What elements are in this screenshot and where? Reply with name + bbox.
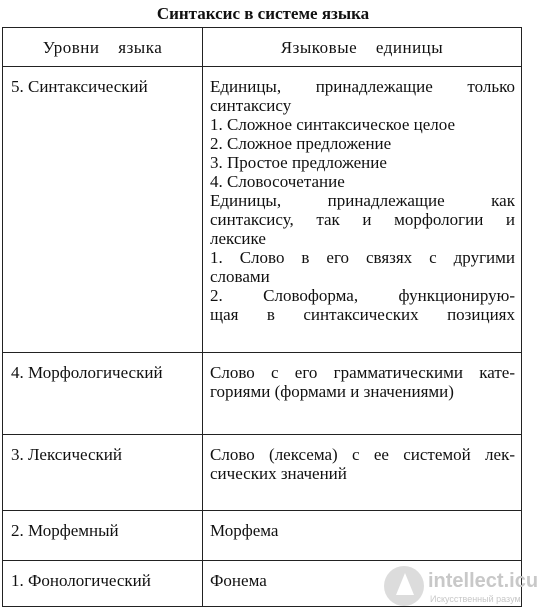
units-syntactic (203, 67, 522, 353)
unit-line: синтаксису (210, 96, 292, 115)
level-syntactic: 5. Синтаксический (3, 67, 203, 353)
unit-line: лексике (210, 229, 266, 248)
watermark-logo (384, 566, 538, 610)
table-row (3, 435, 522, 511)
logo-icon (384, 566, 424, 606)
unit-line: 4. Словосочетание (210, 172, 345, 191)
units-morphological (203, 353, 522, 435)
level-morphemic: 2. Морфемный (3, 511, 203, 561)
unit-line: 3. Простое предложение (210, 153, 387, 172)
header-units: Языковые единицы (203, 28, 522, 67)
unit-line: Единицы, принадлежащие только (210, 77, 515, 96)
watermark-subtitle: Искусственный разум (430, 594, 521, 604)
table-row (3, 67, 522, 353)
table-header-row (3, 28, 522, 67)
level-lexical: 3. Лексический (3, 435, 203, 511)
unit-line: Единицы, принадлежащие как (210, 191, 515, 210)
units-lexical (203, 435, 522, 511)
levels-table (2, 27, 522, 607)
units-morphemic (203, 511, 522, 561)
unit-line: 2. Сложное предложение (210, 134, 392, 153)
unit-line: Слово с его грамматическими кате- (210, 363, 515, 382)
table-row (3, 511, 522, 561)
level-morphological: 4. Морфологический (3, 353, 203, 435)
unit-line: Слово (лексема) с ее системой лек- (210, 445, 515, 464)
table-row (3, 353, 522, 435)
unit-line: 1. Слово в его связях с другими (210, 248, 515, 267)
level-phonological: 1. Фонологический (3, 561, 203, 607)
unit-line: Фонема (210, 571, 267, 590)
unit-line: щая в синтаксических позициях (210, 305, 515, 324)
page-title: Синтаксис в системе языка (156, 4, 370, 23)
unit-line: гориями (формами и значениями) (210, 382, 454, 401)
unit-line: сических значений (210, 464, 347, 483)
unit-line: Морфема (210, 521, 279, 540)
unit-line: 2. Словоформа, функционирую- (210, 286, 515, 305)
unit-line: словами (210, 267, 270, 286)
watermark-name: intellect.icu (428, 570, 538, 592)
header-levels: Уровни языка (3, 28, 203, 67)
unit-line: синтаксису, так и морфологии и (210, 210, 515, 229)
unit-line: 1. Сложное синтаксическое целое (210, 115, 455, 134)
